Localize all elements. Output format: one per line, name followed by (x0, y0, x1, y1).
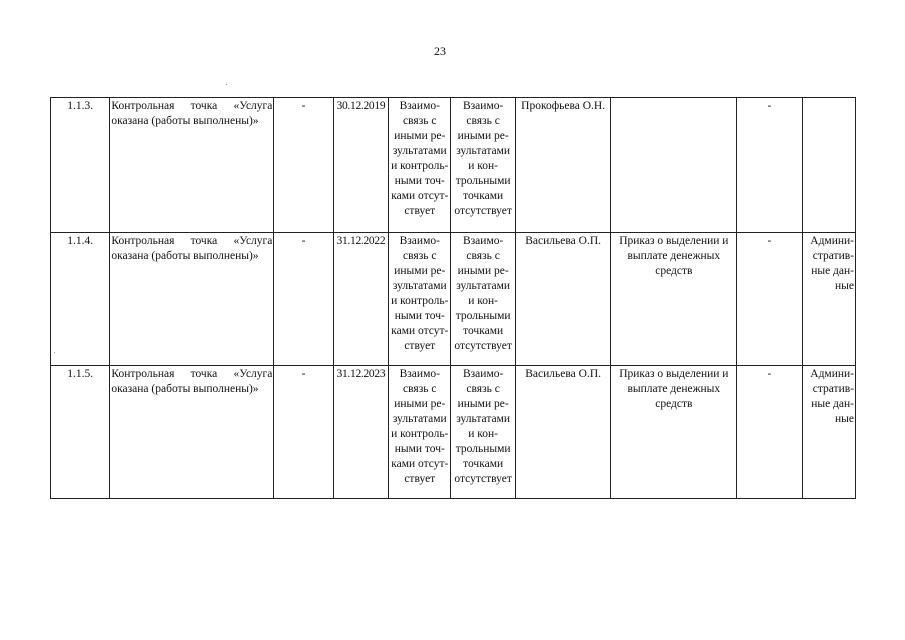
successor-link: Взаимо- связь с иными ре- зультатами и кон- трольными точками отсутствует (451, 98, 515, 233)
successor-link: Взаимо- связь с иными ре- зультатами и кон- трольными точками отсутствует (451, 366, 515, 499)
info-system-dash: - (737, 233, 802, 366)
scan-speck (226, 84, 227, 85)
row-number: 1.1.4. (51, 233, 110, 366)
successor-link: Взаимо- связь с иными ре- зультатами и кон- трольными точками отсутствует (451, 233, 515, 366)
row-number: 1.1.3. (51, 98, 110, 233)
responsible-person: Прокофьева О.Н. (515, 98, 611, 233)
responsible-person: Васильева О.П. (515, 233, 611, 366)
confirming-document: Приказ о выделении и выплате денежных средств (611, 233, 737, 366)
data-source: Админи- стратив- ные дан- ные (802, 233, 855, 366)
predecessor-link: Взаимо- связь с иными ре- зультатами и контроль- ными точ- ками отсут- ствует (389, 98, 451, 233)
responsible-person: Васильева О.П. (515, 366, 611, 499)
predecessor-link: Взаимо- связь с иными ре- зультатами и контроль- ными точ- ками отсут- ствует (389, 233, 451, 366)
control-points-table (50, 97, 856, 499)
info-system-dash: - (737, 366, 802, 499)
control-point-name: Контрольная точка «Услуга оказана (работы выполнены)» (110, 233, 274, 366)
data-source: Админи- стратив- ные дан- ные (802, 366, 855, 499)
confirming-document (611, 98, 737, 233)
scan-speck (54, 352, 55, 353)
page-number: 23 (434, 44, 446, 58)
end-date: 31.12.2022 (333, 233, 388, 366)
row-number: 1.1.5. (51, 366, 110, 499)
table-row (51, 233, 856, 366)
start-date-dash: - (274, 98, 333, 233)
start-date-dash: - (274, 366, 333, 499)
start-date-dash: - (274, 233, 333, 366)
confirming-document: Приказ о выделении и выплате денежных средств (611, 366, 737, 499)
control-point-name: Контрольная точка «Услуга оказана (работы выполнены)» (110, 98, 274, 233)
table-row (51, 98, 856, 233)
table-row (51, 366, 856, 499)
info-system-dash: - (737, 98, 802, 233)
data-source (802, 98, 855, 233)
control-point-name: Контрольная точка «Услуга оказана (работы выполнены)» (110, 366, 274, 499)
end-date: 30.12.2019 (333, 98, 388, 233)
predecessor-link: Взаимо- связь с иными ре- зультатами и контроль- ными точ- ками отсут- ствует (389, 366, 451, 499)
end-date: 31.12.2023 (333, 366, 388, 499)
